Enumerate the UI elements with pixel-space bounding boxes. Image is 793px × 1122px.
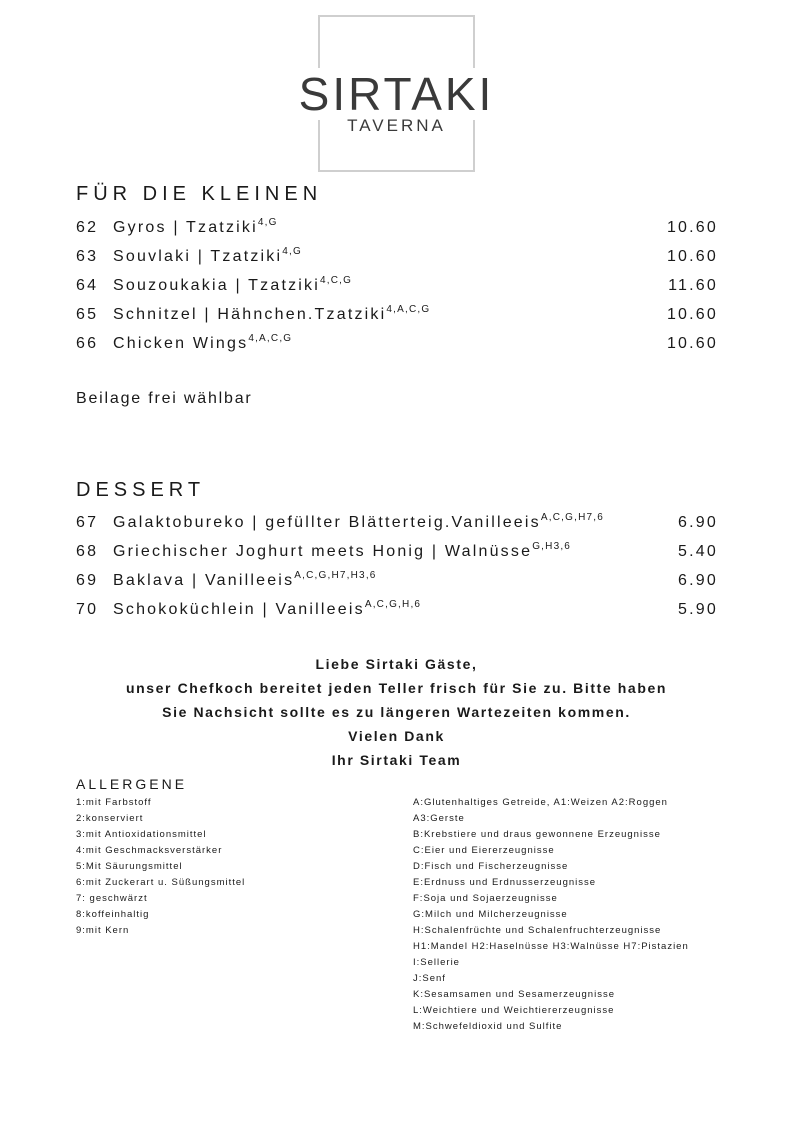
message-thanks: Vielen Dank (348, 728, 445, 744)
menu-item-name-wrap (76, 540, 571, 564)
menu-item-name: Schokoküchlein | Vanilleeis (113, 601, 365, 618)
menu-item-price: 6.90 (678, 572, 718, 589)
allergen-entry: 2:konserviert (76, 813, 144, 824)
menu-item-name: Gyros | Tzatziki (113, 219, 258, 236)
allergen-entry: H1:Mandel H2:Haselnüsse H3:Walnüsse H7:Pistazien (413, 941, 689, 952)
message-line-2: unser Chefkoch bereitet jeden Teller frisch für Sie zu. Bitte haben (125, 680, 668, 696)
menu-item-name: Souzoukakia | Tzatziki (113, 277, 321, 294)
allergen-entry: 1:mit Farbstoff (76, 797, 152, 808)
allergen-entry: F:Soja und Sojaerzeugnisse (413, 893, 558, 904)
menu-item-price: 5.40 (678, 543, 718, 560)
menu-item-name-wrap (76, 245, 302, 269)
menu-item (76, 540, 718, 564)
menu-item-name-wrap (76, 511, 604, 535)
menu-item-price: 10.60 (666, 248, 718, 265)
menu-item-name: Chicken Wings (113, 335, 249, 352)
message-greeting: Liebe Sirtaki Gäste, (315, 656, 478, 672)
menu-item-allergens: 4,A,C,G (386, 304, 431, 315)
menu-item (76, 216, 718, 240)
menu-item-number: 62 (76, 219, 99, 236)
menu-item-name: Baklava | Vanilleeis (113, 572, 295, 589)
allergen-entry: A3:Gerste (413, 813, 465, 824)
menu-item-allergens: G,H3,6 (532, 541, 572, 552)
allergen-entry: L:Weichtiere und Weichtiererzeugnisse (413, 1005, 615, 1016)
message-line-3: Sie Nachsicht sollte es zu längeren Wartezeiten kommen. (162, 704, 631, 720)
allergen-entry: M:Schwefeldioxid und Sulfite (413, 1021, 563, 1032)
menu-item-name-wrap (76, 303, 430, 327)
menu-item-name-wrap (76, 216, 278, 240)
allergen-entry: I:Sellerie (413, 957, 460, 968)
menu-item-name-wrap (76, 569, 377, 593)
menu-item (76, 511, 718, 535)
menu-item-number: 67 (76, 514, 99, 531)
allergen-entry: G:Milch und Milcherzeugnisse (413, 909, 568, 920)
allergen-entry: 7: geschwärzt (76, 893, 148, 904)
allergen-entry: B:Krebstiere und draus gewonnene Erzeugnisse (413, 829, 661, 840)
menu-item-name-wrap (76, 274, 352, 298)
menu-item-name: Souvlaki | Tzatziki (113, 248, 283, 265)
menu-item (76, 245, 718, 269)
allergen-entry: 8:koffeinhaltig (76, 909, 150, 920)
allergen-entry: C:Eier und Eiererzeugnisse (413, 845, 555, 856)
allergen-entry: 3:mit Antioxidationsmittel (76, 829, 207, 840)
side-dish-note: Beilage frei wählbar (76, 390, 253, 407)
menu-item-number: 69 (76, 572, 99, 589)
menu-item-name-wrap (76, 598, 421, 622)
menu-item-number: 63 (76, 248, 99, 265)
menu-item-number: 64 (76, 277, 99, 294)
menu-item-allergens: 4,C,G (320, 275, 353, 286)
menu-item-allergens: A,C,G,H7,6 (540, 512, 604, 523)
allergen-entry: E:Erdnuss und Erdnusserzeugnisse (413, 877, 597, 888)
menu-item (76, 303, 718, 327)
logo-name (240, 68, 553, 120)
menu-item-number: 68 (76, 543, 99, 560)
menu-item-price: 11.60 (668, 277, 718, 294)
menu-item-name: Griechischer Joghurt meets Honig | Walnüsse (113, 543, 533, 560)
menu-item-name-wrap (76, 332, 292, 356)
menu-item-name: Schnitzel | Hähnchen.Tzatziki (113, 306, 387, 323)
menu-item-allergens: 4,G (282, 246, 302, 257)
allergen-entry: H:Schalenfrüchte und Schalenfruchterzeugnisse (413, 925, 662, 936)
allergen-entry: 6:mit Zuckerart u. Süßungsmittel (76, 877, 246, 888)
allergens-list (413, 795, 689, 1035)
menu-item-number: 70 (76, 601, 99, 618)
menu-item (76, 274, 718, 298)
allergen-entry: K:Sesamsamen und Sesamerzeugnisse (413, 989, 615, 1000)
menu-item-number: 65 (76, 306, 99, 323)
allergen-entry: J:Senf (413, 973, 446, 984)
menu-item (76, 332, 718, 356)
menu-item (76, 598, 718, 622)
menu-item-allergens: A,C,G,H7,H3,6 (294, 570, 377, 581)
logo-name-text: SIRTAKI (298, 68, 495, 120)
additives-list (76, 795, 245, 939)
menu-item-price: 10.60 (666, 219, 718, 236)
menu-item-allergens: 4,G (257, 217, 278, 228)
menu-item-allergens: 4,A,C,G (248, 333, 293, 344)
allergen-entry: 5:Mit Säurungsmittel (76, 861, 183, 872)
menu-item-price: 10.60 (666, 306, 718, 323)
allergen-entry: A:Glutenhaltiges Getreide, A1:Weizen A2:Roggen (413, 797, 668, 808)
message-signature: Ihr Sirtaki Team (331, 752, 462, 768)
logo-subtitle: TAVERNA (347, 116, 446, 135)
allergen-entry: 9:mit Kern (76, 925, 130, 936)
menu-item-price: 5.90 (678, 601, 718, 618)
allergens-title: ALLERGENE (76, 776, 188, 792)
section-title-kids: FÜR DIE KLEINEN (76, 183, 323, 205)
menu-item-name: Galaktobureko | gefüllter Blätterteig.Vanilleeis (113, 514, 541, 531)
menu-item-price: 10.60 (666, 335, 718, 352)
menu-item-allergens: A,C,G,H,6 (364, 599, 422, 610)
menu-item-price: 6.90 (678, 514, 718, 531)
allergen-entry: 4:mit Geschmacksverstärker (76, 845, 223, 856)
section-title-dessert: DESSERT (76, 479, 206, 501)
menu-item-number: 66 (76, 335, 99, 352)
menu-item (76, 569, 718, 593)
allergen-entry: D:Fisch und Fischerzeugnisse (413, 861, 569, 872)
